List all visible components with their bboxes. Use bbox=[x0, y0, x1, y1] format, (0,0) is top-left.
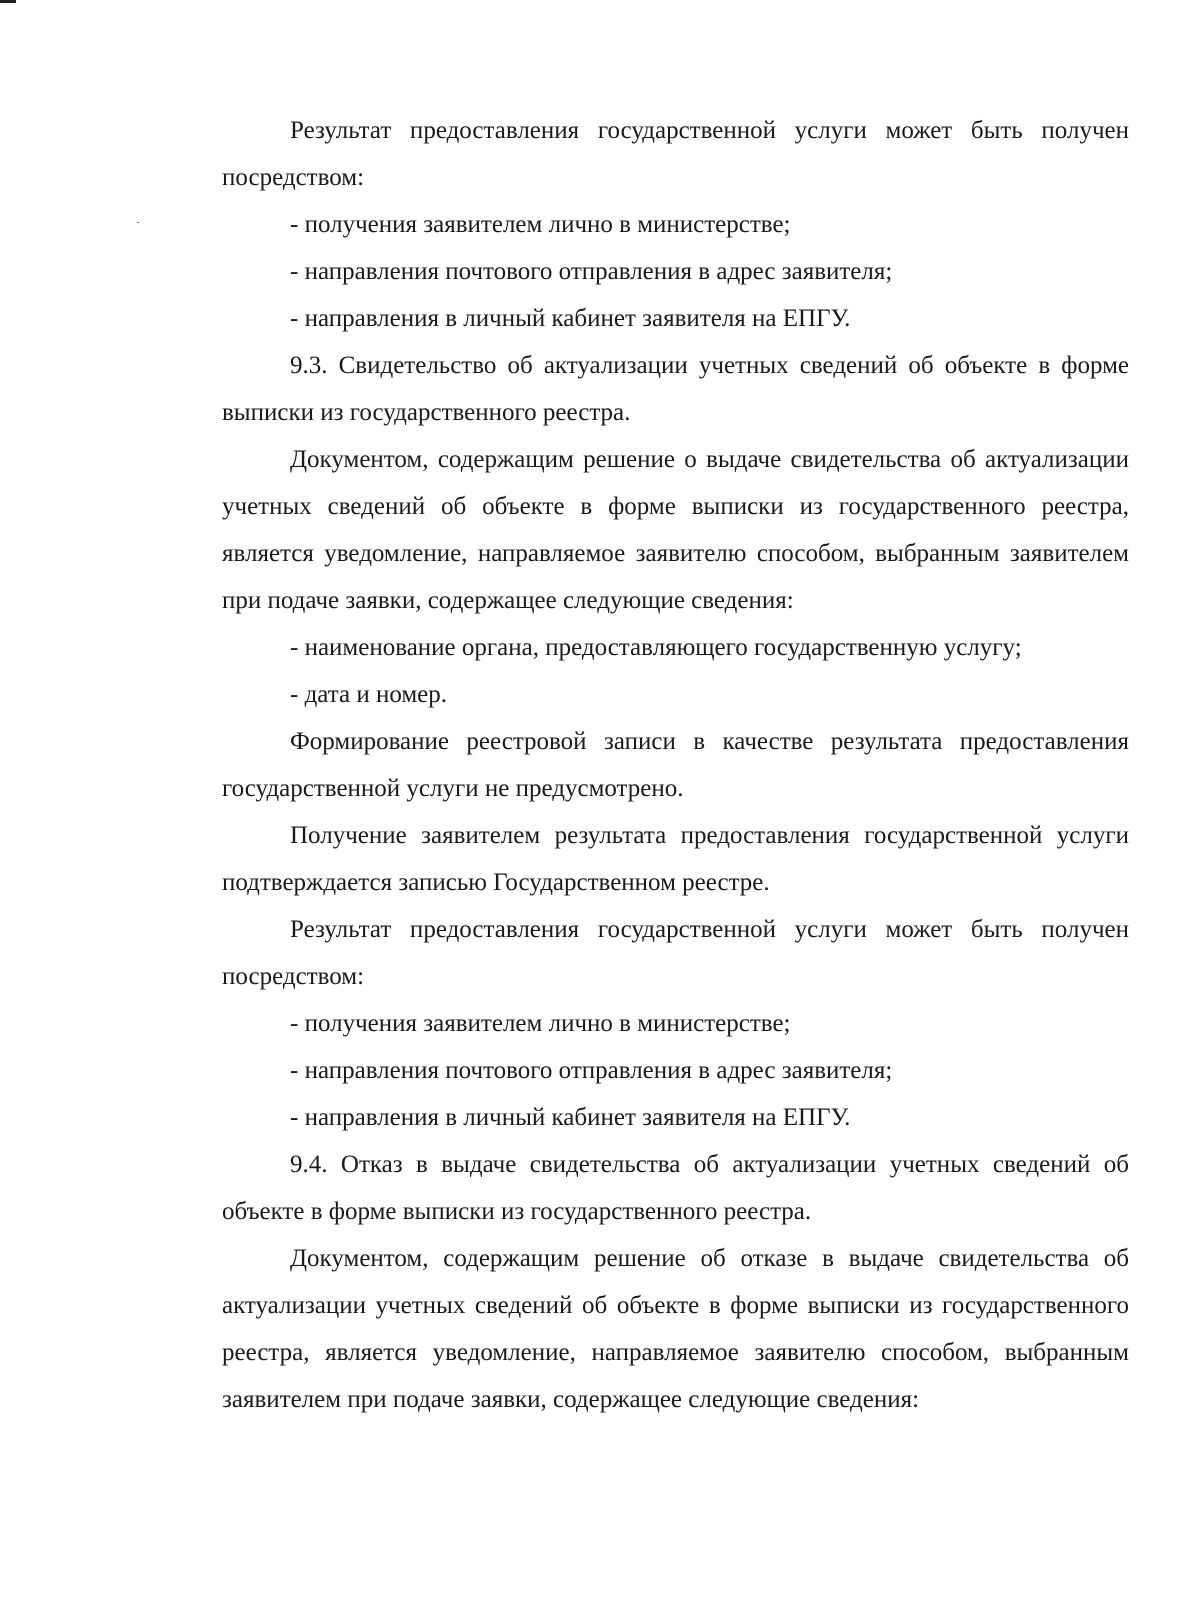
paragraph-result-methods-2: Результат предоставления государственной услуги может быть получен посредством: bbox=[222, 916, 1129, 990]
paragraph-result-methods: Результат предоставления государственной услуги может быть получен посредством: bbox=[222, 117, 1129, 191]
list-item-in-person-2: - получения заявителем лично в министерстве; bbox=[290, 1010, 791, 1037]
list-item-epgu-cabinet-2: - направления в личный кабинет заявителя на ЕПГУ. bbox=[290, 1104, 851, 1131]
document-body bbox=[222, 107, 1129, 1423]
paragraph-refusal-decision-document: Документом, содержащим решение об отказе в выдаче свидетельства об актуализации учетных сведений об объекте в форме выписки из государственного реестра, является уведомление, направляемое заявителю способом, выбранным заявителем при подаче заявки, содержащее следующие сведения: bbox=[222, 1245, 1129, 1413]
paragraph-section-9-3: 9.3. Свидетельство об актуализации учетных сведений об объекте в форме выписки из государственного реестра. bbox=[222, 352, 1129, 426]
list-item-epgu-cabinet: - направления в личный кабинет заявителя на ЕПГУ. bbox=[290, 305, 851, 332]
list-item-date-number: - дата и номер. bbox=[290, 681, 448, 708]
list-item-in-person: - получения заявителем лично в министерстве; bbox=[290, 211, 791, 238]
page-edge-mark bbox=[0, 0, 16, 3]
scan-speck bbox=[137, 222, 139, 223]
paragraph-registry-record: Формирование реестровой записи в качестве результата предоставления государственной услуги не предусмотрено. bbox=[222, 728, 1129, 802]
paragraph-section-9-4: 9.4. Отказ в выдаче свидетельства об актуализации учетных сведений об объекте в форме выписки из государственного реестра. bbox=[222, 1151, 1129, 1225]
list-item-postal-2: - направления почтового отправления в адрес заявителя; bbox=[290, 1057, 893, 1084]
list-item-authority-name: - наименование органа, предоставляющего государственную услугу; bbox=[290, 634, 1022, 661]
list-item-postal: - направления почтового отправления в адрес заявителя; bbox=[290, 258, 893, 285]
paragraph-receipt-confirmation: Получение заявителем результата предоставления государственной услуги подтверждается записью Государственном реестре. bbox=[222, 822, 1129, 896]
paragraph-issue-decision-document: Документом, содержащим решение о выдаче свидетельства об актуализации учетных сведений об объекте в форме выписки из государственного реестра, является уведомление, направляемое заявителю способом, выбранным заявителем при подаче заявки, содержащее следующие сведения: bbox=[222, 446, 1129, 614]
